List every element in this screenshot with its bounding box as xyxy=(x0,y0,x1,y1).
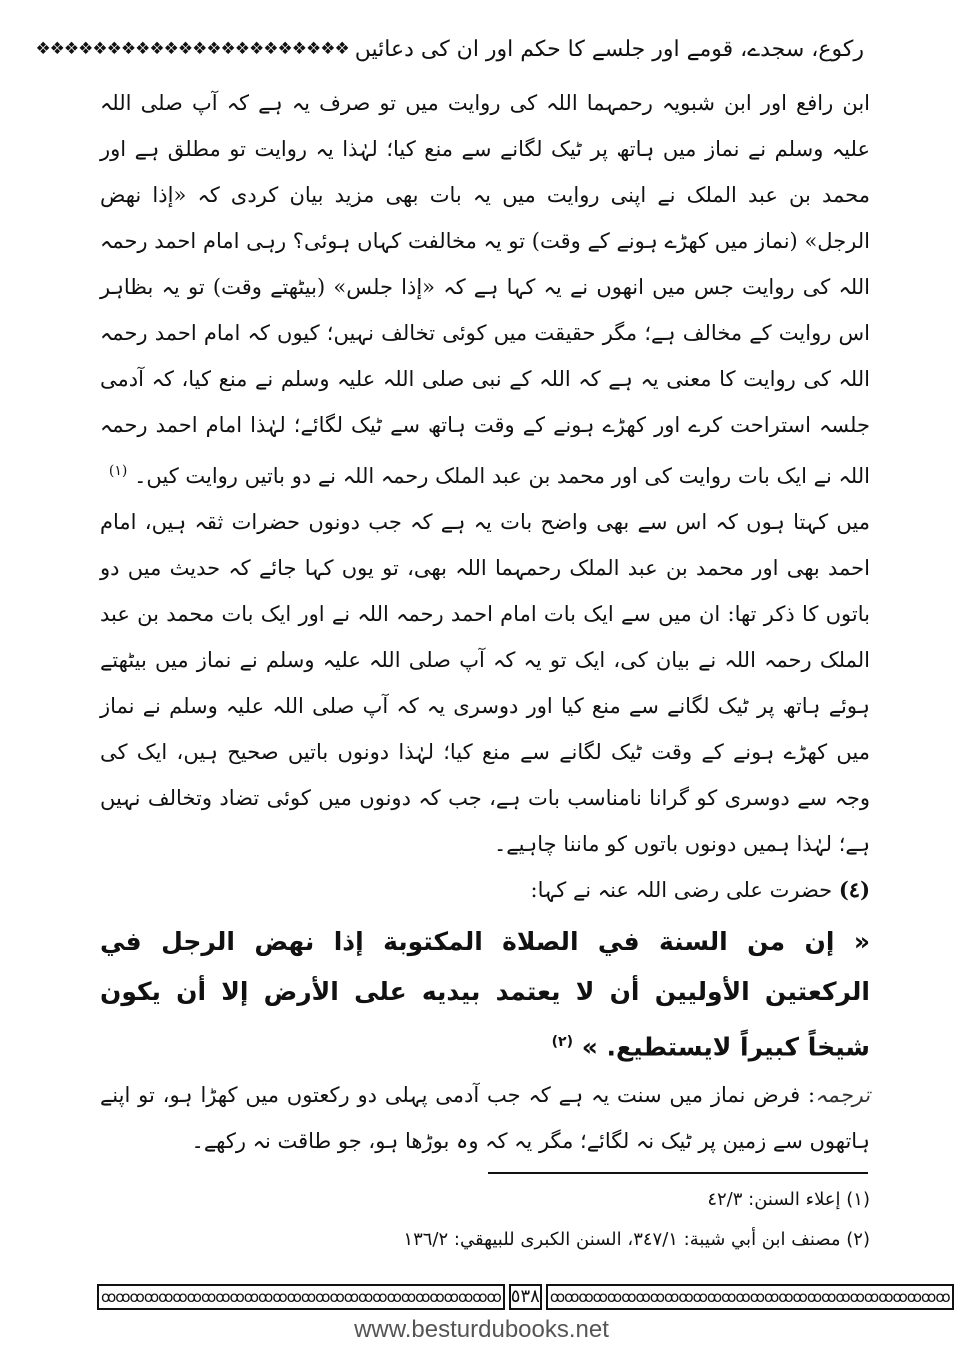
arabic-quote xyxy=(100,917,870,1072)
paragraph-2 xyxy=(100,499,870,867)
page-header xyxy=(35,32,870,66)
page-footer xyxy=(97,1282,950,1312)
translation-text: : فرض نماز میں سنت یہ ہے کہ جب آدمی پہلی دو رکعتوں میں کھڑا ہو، تو اپنے ہاتھوں سے زمین پر ٹیک نہ لگائے؛ مگر یہ کہ وہ بوڑھا ہو، جو طاقت نہ رکھے۔ xyxy=(100,1083,870,1154)
footer-ornament-left: ꝏꝏꝏꝏꝏꝏꝏꝏꝏꝏꝏꝏꝏꝏꝏꝏꝏꝏꝏꝏꝏꝏꝏꝏꝏꝏꝏꝏ xyxy=(97,1284,505,1310)
footnote-2: (٢) مصنف ابن أبي شيبة: ٣٤٧/١، السنن الكبرى للبيهقي: ١٣٦/٢ xyxy=(403,1229,870,1250)
footnote-ref-1[interactable]: (١) xyxy=(108,463,128,479)
chapter-title: رکوع، سجدے، قومے اور جلسے کا حکم اور ان کی دعائیں xyxy=(354,36,864,62)
footnote-divider xyxy=(488,1172,868,1174)
translation xyxy=(100,1072,870,1164)
footnotes xyxy=(100,1180,870,1260)
header-ornament: ❖❖❖❖❖❖❖❖❖❖❖❖❖❖❖❖❖❖❖❖❖❖ xyxy=(35,39,349,59)
arabic-quote-text: « إن من السنة في الصلاة المكتوبة إذا نهض الرجل في الركعتين الأوليين أن لا يعتمد بيديه على الأرض إلا أن يكون شيخاً كبيراً لايستطيع. » xyxy=(100,927,870,1062)
paragraph-2-text: میں کہتا ہوں کہ اس سے بھی واضح بات یہ ہے کہ جب دونوں حضرات ثقہ ہیں، امام احمد بھی اور محمد بن عبد الملک رحمہما اللہ بھی، تو یوں کہا جائے کہ حدیث میں دو باتوں کا ذکر تھا: ان میں سے ایک بات امام احمد رحمہ اللہ نے اور ایک بات محمد بن عبد الملک رحمہ اللہ نے بیان کی، ایک تو یہ کہ آپ صلی اللہ علیہ وسلم نے نماز میں بیٹھتے ہوئے ہاتھ پر ٹیک لگانے سے منع کیا اور دوسری یہ کہ آپ صلی اللہ علیہ وسلم نے نماز میں کھڑے ہونے کے وقت ٹیک لگانے سے منع کیا؛ لہٰذا دونوں باتیں صحیح ہیں، ایک کی وجہ سے دوسری کو گرانا نامناسب بات ہے، جب کہ دونوں میں کوئی تضاد وتخالف نہیں ہے؛ لہٰذا ہمیں دونوں باتوں کو ماننا چاہیے۔ xyxy=(100,510,870,856)
footnote-ref-2[interactable]: (٢) xyxy=(551,1034,573,1050)
paragraph-1-text: ابن رافع اور ابن شبویہ رحمہما اللہ کی روایت میں تو صرف یہ ہے کہ آپ صلی اللہ علیہ وسلم نے نماز میں ہاتھ پر ٹیک لگانے سے منع کیا؛ لہٰذا یہ روایت تو مطلق ہے اور محمد بن عبد الملک نے اپنی روایت میں یہ بات بھی مزید بیان کردی کہ «إذا نهض الرجل» (نماز میں کھڑے ہونے کے وقت) تو یہ مخالفت کہاں ہوئی؟ رہی امام احمد رحمہ اللہ کی روایت جس میں انھوں نے یہ کہا ہے کہ «إذا جلس» (بیٹھتے وقت) تو یہ بظاہر اس روایت کے مخالف ہے؛ مگر حقیقت میں کوئی تخالف نہیں؛ کیوں کہ امام احمد رحمہ اللہ کی روایت کا معنی یہ ہے کہ اللہ کے نبی صلی اللہ علیہ وسلم نے منع کیا، کہ آدمی جلسہ استراحت کرے اور کھڑے ہونے کے وقت ہاتھ سے ٹیک لگائے؛ لہٰذا امام احمد رحمہ اللہ نے ایک بات روایت کی اور محمد بن عبد الملک رحمہ اللہ نے دو باتیں روایت کیں۔ xyxy=(100,91,870,488)
translation-label: ترجمہ xyxy=(815,1083,870,1108)
footnote-1: (١) إعلاء السنن: ٤٢/٣ xyxy=(707,1189,870,1210)
main-text xyxy=(100,80,870,1164)
section-heading-text: حضرت علی رضی اللہ عنہ نے کہا: xyxy=(530,878,833,902)
page-number: ٥٣٨ xyxy=(509,1284,542,1310)
section-heading xyxy=(100,867,870,913)
paragraph-1 xyxy=(100,80,870,499)
section-number: (٤) xyxy=(838,877,870,902)
footer-ornament-right: ꝏꝏꝏꝏꝏꝏꝏꝏꝏꝏꝏꝏꝏꝏꝏꝏꝏꝏꝏꝏꝏꝏꝏꝏꝏꝏꝏꝏ xyxy=(546,1284,954,1310)
website-watermark: www.besturdubooks.net xyxy=(354,1316,609,1343)
